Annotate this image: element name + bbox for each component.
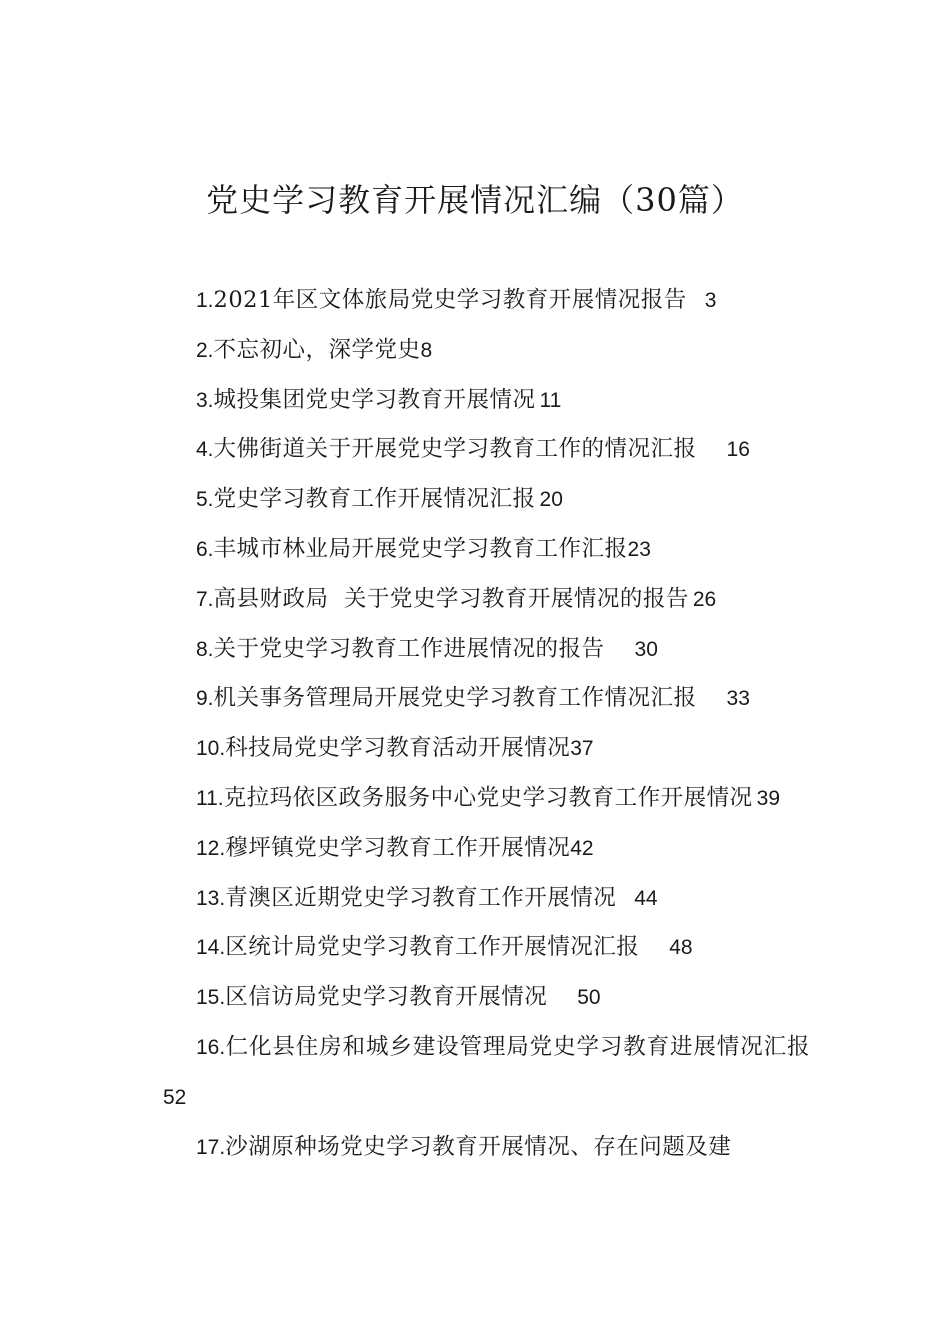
toc-entry-title: 区统计局党史学习教育工作开展情况汇报 bbox=[225, 934, 640, 961]
toc-entry-number: 8. bbox=[196, 637, 214, 661]
toc-entry[interactable] bbox=[145, 774, 810, 824]
toc-entry-number: 16. bbox=[196, 1035, 226, 1059]
toc-entry-page: 42 bbox=[570, 836, 594, 860]
toc-entry-page: 11 bbox=[539, 388, 562, 412]
toc-entry-page: 39 bbox=[756, 786, 781, 810]
toc-entry-title: 区信访局党史学习教育开展情况 bbox=[225, 984, 548, 1011]
toc-entry-title: 机关事务管理局开展党史学习教育工作情况汇报 bbox=[213, 685, 697, 712]
toc-entry-page: 16 bbox=[726, 438, 750, 462]
toc-entry[interactable] bbox=[145, 276, 810, 326]
toc-entry-title: 沙湖原种场党史学习教育开展情况、存在问题及建 bbox=[225, 1133, 732, 1160]
toc-entry-number: 12. bbox=[196, 836, 226, 860]
toc-entry-page: 37 bbox=[570, 737, 594, 761]
toc-entry[interactable] bbox=[145, 575, 810, 625]
toc-entry-number: 9. bbox=[196, 687, 214, 711]
toc-entry[interactable] bbox=[145, 973, 810, 1023]
toc-entry-title: 城投集团党史学习教育开展情况 bbox=[213, 386, 536, 413]
toc-entry-title: 仁化县住房和城乡建设管理局党史学习教育进展情况汇报 bbox=[225, 1033, 810, 1060]
toc-entry-number: 1. bbox=[196, 289, 214, 312]
toc-entry-page: 3 bbox=[704, 289, 717, 312]
toc-entry-number: 15. bbox=[196, 986, 226, 1010]
document-title: 党史学习教育开展情况汇编（30篇） bbox=[206, 181, 744, 219]
toc-entry[interactable] bbox=[145, 1123, 810, 1173]
toc-entry-number: 7. bbox=[196, 587, 214, 611]
toc-entry-title: 高县财政局 关于党史学习教育开展情况的报告 bbox=[213, 585, 689, 612]
toc-entry-title: 关于党史学习教育工作进展情况的报告 bbox=[213, 635, 605, 662]
toc-entry-number: 5. bbox=[196, 488, 214, 512]
toc-entry-number: 3. bbox=[196, 388, 214, 412]
toc-entry[interactable] bbox=[145, 674, 810, 724]
toc-entry-number: 17. bbox=[196, 1135, 226, 1159]
toc-entry-number: 2. bbox=[196, 338, 214, 362]
toc-entry-page: 8 bbox=[420, 338, 433, 362]
toc-entry[interactable] bbox=[145, 475, 810, 525]
toc-entry-title: 青澳区近期党史学习教育工作开展情况 bbox=[225, 884, 617, 911]
toc-entry-title: 党史学习教育工作开展情况汇报 bbox=[213, 486, 536, 513]
toc-entry[interactable] bbox=[145, 1023, 810, 1123]
toc-entry-number: 10. bbox=[196, 737, 226, 761]
toc-entry-title: 科技局党史学习教育活动开展情况 bbox=[225, 735, 571, 762]
toc-entry-number: 4. bbox=[196, 438, 214, 462]
toc-entry-page: 30 bbox=[634, 637, 658, 661]
toc-entry-title: 丰城市林业局开展党史学习教育工作汇报 bbox=[213, 535, 628, 562]
toc-entry[interactable] bbox=[145, 326, 810, 376]
table-of-contents bbox=[145, 276, 810, 1172]
toc-entry-page: 50 bbox=[577, 986, 601, 1010]
toc-entry-page: 52 bbox=[163, 1085, 187, 1109]
toc-entry[interactable] bbox=[145, 525, 810, 575]
toc-entry-number: 13. bbox=[196, 886, 226, 910]
toc-entry-title: 2021年区文体旅局党史学习教育开展情况报告 bbox=[213, 287, 687, 313]
toc-entry[interactable] bbox=[145, 874, 810, 924]
toc-entry-page: 33 bbox=[726, 687, 750, 711]
toc-entry-page: 48 bbox=[669, 936, 693, 960]
toc-entry-number: 14. bbox=[196, 936, 226, 960]
toc-entry-number: 11. bbox=[196, 786, 224, 810]
toc-entry-page: 26 bbox=[692, 587, 717, 611]
toc-entry-title: 不忘初心，深学党史 bbox=[213, 336, 421, 363]
toc-entry[interactable] bbox=[145, 724, 810, 774]
toc-entry-title: 克拉玛依区政务服务中心党史学习教育工作开展情况 bbox=[223, 784, 753, 811]
toc-entry[interactable] bbox=[145, 625, 810, 675]
toc-entry[interactable] bbox=[145, 376, 810, 426]
toc-entry-page: 44 bbox=[634, 886, 658, 910]
toc-entry-page: 23 bbox=[627, 537, 651, 561]
toc-entry[interactable] bbox=[145, 824, 810, 874]
toc-entry[interactable] bbox=[145, 923, 810, 973]
toc-entry-title: 大佛街道关于开展党史学习教育工作的情况汇报 bbox=[213, 436, 697, 463]
toc-entry-title: 穆坪镇党史学习教育工作开展情况 bbox=[225, 834, 571, 861]
toc-entry[interactable] bbox=[145, 425, 810, 475]
toc-entry-number: 6. bbox=[196, 537, 214, 561]
toc-entry-page: 20 bbox=[539, 488, 563, 512]
